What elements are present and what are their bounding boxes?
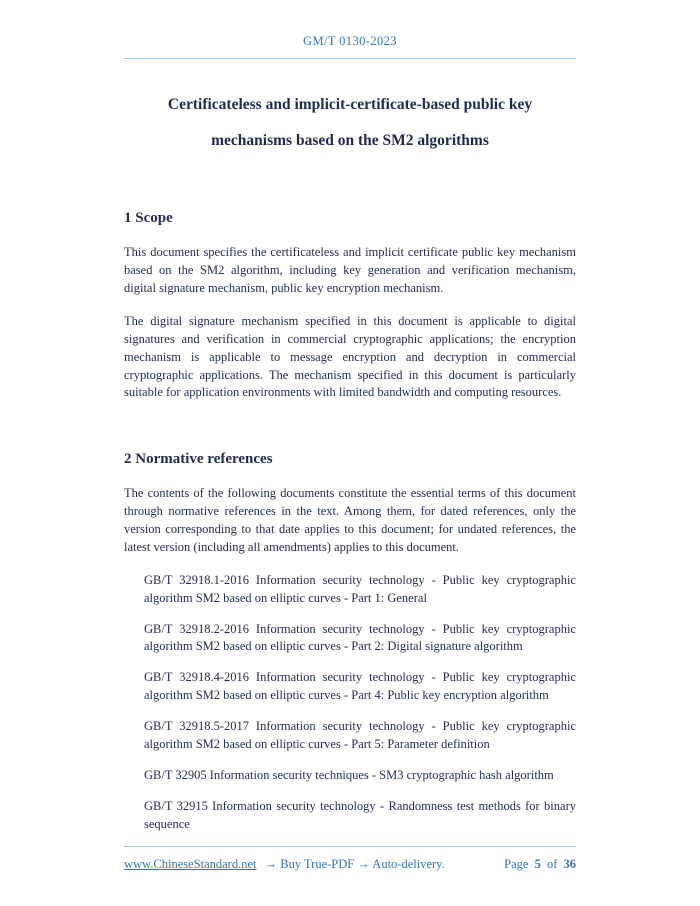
page-current: 5 — [534, 857, 541, 872]
document-title — [124, 87, 576, 158]
website-link[interactable]: www.ChineseStandard.net — [124, 857, 257, 872]
reference-item-3: GB/T 32918.4-2016 Information security technology - Public key cryptographic algorithm SM2 based on elliptic curves - Part 4: Public key encryption algorithm — [144, 670, 576, 703]
page-total: 36 — [563, 857, 576, 872]
page-number — [501, 857, 576, 872]
footer-divider — [124, 846, 576, 847]
section-normative-references — [124, 417, 576, 846]
scope-paragraph-1: This document specifies the certificateless and implicit certificate public key mechanism based on the SM2 algorithm, including key generation and verification mechanism, digital signature mechanism, public key encryption mechanism. — [124, 245, 576, 296]
reference-item-6: GB/T 32915 Information security technology - Randomness test methods for binary sequence — [144, 798, 576, 831]
page-header — [124, 34, 576, 59]
header-divider — [124, 58, 576, 59]
reference-item-2: GB/T 32918.2-2016 Information security technology - Public key cryptographic algorithm SM2 based on elliptic curves - Part 2: Digital signature algorithm — [144, 621, 576, 654]
footer-left — [124, 857, 445, 872]
reference-item-1: GB/T 32918.1-2016 Information security technology - Public key cryptographic algorithm SM2 based on elliptic curves - Part 1: General — [144, 572, 576, 605]
reference-item-4: GB/T 32918.5-2017 Information security technology - Public key cryptographic algorithm SM2 based on elliptic curves - Part 5: Parameter definition — [144, 719, 576, 751]
title-line-2: mechanisms based on the SM2 algorithms — [211, 131, 489, 149]
doc-code: GM/T 0130-2023 — [303, 34, 397, 48]
footer-tagline: → Buy True-PDF → Auto-delivery. — [264, 857, 445, 872]
section-scope — [124, 158, 576, 417]
footer-row — [124, 857, 576, 872]
page-of-label: of — [546, 857, 558, 872]
normative-heading: 2 Normative references — [124, 451, 273, 468]
reference-item-5: GB/T 32905 Information security techniques - SM3 cryptographic hash algorithm — [144, 767, 554, 782]
normative-intro: The contents of the following documents constitute the essential terms of this document through normative references in the text. Among them, for dated references, only the version corresponding to that date applies to this document; for undated references, the latest version (including all amendments) applies to this document. — [124, 486, 576, 554]
scope-heading: 1 Scope — [124, 210, 173, 227]
page-footer — [124, 846, 576, 906]
page-label: Page — [504, 857, 529, 872]
scope-paragraph-2: The digital signature mechanism specified in this document is applicable to digital signatures and verification in commercial cryptographic applications; the encryption mechanism is applicable to message encryption and decryption in commercial cryptographic applications. The mechanism specified in this document is particularly suitable for application environments with limited bandwidth and computing resources. — [124, 313, 576, 400]
title-line-1: Certificateless and implicit-certificate-based public key — [167, 96, 533, 113]
